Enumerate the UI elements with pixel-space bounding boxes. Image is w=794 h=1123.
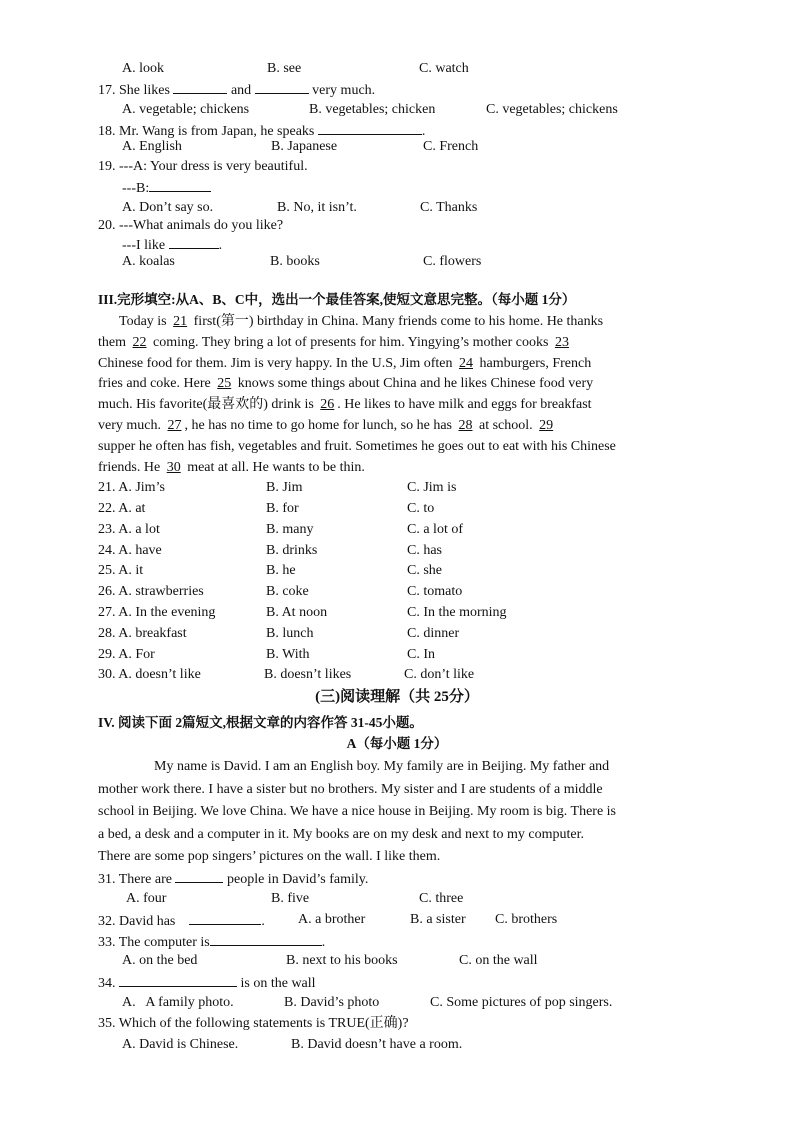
q16-option-b: B. see xyxy=(267,61,302,76)
passage-a-line-4: a bed, a desk and a computer in it. My books are on my desk and next to my computer. xyxy=(98,826,585,842)
q20-option-c: C. flowers xyxy=(423,254,482,269)
q21-option-b: B. Jim xyxy=(266,480,303,495)
passage-a xyxy=(98,756,726,869)
q19-stem: 19. ---A: Your dress is very beautiful. xyxy=(98,159,308,174)
q33-option-c: C. on the wall xyxy=(459,953,538,968)
q16-option-c: C. watch xyxy=(419,61,469,76)
q32-option-c: C. brothers xyxy=(495,912,558,927)
q23-option-b: B. many xyxy=(266,522,314,537)
cloze-blank-29[interactable]: 29 xyxy=(539,417,554,433)
cloze-line-4: fries and coke. Here 25 knows some things about China and he likes Chinese food very xyxy=(98,376,594,392)
cloze-passage xyxy=(98,312,734,478)
section-4-heading: IV. 阅读下面 2篇短文,根据文章的内容作答 31-45小题。 xyxy=(98,715,423,730)
q21-option-c: C. Jim is xyxy=(407,480,457,495)
cloze-blank-25[interactable]: 25 xyxy=(217,376,232,392)
cloze-blank-22[interactable]: 22 xyxy=(132,334,147,350)
q27-option-c: C. In the morning xyxy=(407,605,507,620)
q30-option-a: 30. A. doesn’t like xyxy=(98,667,201,682)
q33-blank[interactable] xyxy=(210,931,322,946)
q27-option-b: B. At noon xyxy=(266,605,328,620)
q31-option-b: B. five xyxy=(271,891,310,906)
q19-option-c: C. Thanks xyxy=(420,200,478,215)
cloze-line-6: very much. 27 , he has no time to go home for lunch, so he has 28 at school. 29 xyxy=(98,416,734,437)
cloze-blank-21[interactable]: 21 xyxy=(173,314,188,329)
q22-option-c: C. to xyxy=(407,501,435,516)
cloze-blank-30[interactable]: 30 xyxy=(166,459,181,475)
q17-blank-1[interactable] xyxy=(173,79,227,94)
cloze-line-1: Today is 21 first(第一) birthday in China. Many friends come to his home. He thanks xyxy=(119,314,604,329)
q26-option-c: C. tomato xyxy=(407,584,463,599)
q18-option-b: B. Japanese xyxy=(271,139,338,154)
q32-option-b: B. a sister xyxy=(410,912,466,927)
q34-option-b: B. David’s photo xyxy=(284,995,380,1010)
q32-blank[interactable] xyxy=(189,910,261,925)
q34-blank[interactable] xyxy=(119,972,237,987)
q25-option-b: B. he xyxy=(266,563,296,578)
q17-option-c: C. vegetables; chickens xyxy=(486,102,618,117)
q24-option-b: B. drinks xyxy=(266,543,318,558)
cloze-blank-28[interactable]: 28 xyxy=(458,417,473,433)
q18-blank[interactable] xyxy=(318,120,422,135)
q29-option-a: 29. A. For xyxy=(98,647,155,662)
passage-a-line-2: mother work there. I have a sister but no brothers. My sister and I are students of a middle xyxy=(98,781,603,797)
q19-option-a: A. Don’t say so. xyxy=(122,200,214,215)
section-3-heading: III.完形填空:从A、B、C中，选出一个最佳答案,使短文意思完整。（每小题 1分） xyxy=(98,292,576,307)
q35-option-a: A. David is Chinese. xyxy=(122,1037,239,1052)
cloze-blank-24[interactable]: 24 xyxy=(458,355,473,371)
q34-option-a: A. A family photo. xyxy=(122,995,234,1010)
q18-stem: 18. Mr. Wang is from Japan, he speaks . xyxy=(98,120,425,142)
cloze-line-8: friends. He 30 meat at all. He wants to be thin. xyxy=(98,459,365,475)
q24-option-c: C. has xyxy=(407,543,442,558)
q27-option-a: 27. A. In the evening xyxy=(98,605,216,620)
cloze-blank-23[interactable]: 23 xyxy=(554,334,569,350)
q22-option-b: B. for xyxy=(266,501,299,516)
q22-option-a: 22. A. at xyxy=(98,501,146,516)
q19-blank[interactable] xyxy=(149,177,211,192)
cloze-line-5: much. His favorite(最喜欢的) drink is 26 . He likes to have milk and eggs for breakfast xyxy=(98,397,592,413)
q25-option-a: 25. A. it xyxy=(98,563,144,578)
q32-option-a: A. a brother xyxy=(298,912,366,927)
q30-option-b: B. doesn’t likes xyxy=(264,667,352,682)
q23-option-c: C. a lot of xyxy=(407,522,463,537)
q19-reply: ---B: xyxy=(122,177,211,199)
cloze-blank-27[interactable]: 27 xyxy=(167,417,182,433)
q35-stem: 35. Which of the following statements is TRUE(正确)? xyxy=(98,1016,409,1031)
q20-option-b: B. books xyxy=(270,254,320,269)
q18-option-a: A. English xyxy=(122,139,182,154)
q19-option-b: B. No, it isn’t. xyxy=(277,200,357,215)
q34-option-c: C. Some pictures of pop singers. xyxy=(430,995,613,1010)
q26-option-b: B. coke xyxy=(266,584,309,599)
q35-option-b: B. David doesn’t have a room. xyxy=(291,1037,463,1052)
q25-option-c: C. she xyxy=(407,563,442,578)
q29-option-b: B. With xyxy=(266,647,310,662)
q32-stem: 32. David has . xyxy=(98,910,265,932)
q28-option-b: B. lunch xyxy=(266,626,314,641)
q17-blank-2[interactable] xyxy=(255,79,309,94)
q28-option-a: 28. A. breakfast xyxy=(98,626,187,641)
part-3-heading: (三)阅读理解（共 25分） xyxy=(315,689,479,705)
q33-stem: 33. The computer is . xyxy=(98,931,325,953)
passage-a-line-3: school in Beijing. We love China. We have a nice house in Beijing. My room is big. There is xyxy=(98,804,616,819)
q33-option-b: B. next to his books xyxy=(286,953,398,968)
q20-reply: ---I like . xyxy=(122,234,222,256)
q23-option-a: 23. A. a lot xyxy=(98,522,160,537)
q31-option-c: C. three xyxy=(419,891,464,906)
q31-option-a: A. four xyxy=(126,891,167,906)
cloze-line-7: supper he often has fish, vegetables and fruit. Sometimes he goes out to eat with his Chinese xyxy=(98,438,616,454)
cloze-line-3: Chinese food for them. Jim is very happy. In the U.S, Jim often 24 hamburgers, French xyxy=(98,355,592,371)
q34-stem: 34. is on the wall xyxy=(98,972,316,994)
q16-option-a: A. look xyxy=(122,61,164,76)
q28-option-c: C. dinner xyxy=(407,626,460,641)
q30-option-c: C. don’t like xyxy=(404,667,475,682)
passage-a-title: A（每小题 1分） xyxy=(346,736,448,751)
cloze-line-2: them 22 coming. They bring a lot of presents for him. Yingying’s mother cooks 23 xyxy=(98,333,734,354)
q17-option-b: B. vegetables; chicken xyxy=(309,102,436,117)
cloze-blank-26[interactable]: 26 xyxy=(320,397,335,413)
q20-blank[interactable] xyxy=(169,234,219,249)
q26-option-a: 26. A. strawberries xyxy=(98,584,204,599)
q18-option-c: C. French xyxy=(423,139,479,154)
q20-stem: 20. ---What animals do you like? xyxy=(98,218,284,233)
q17-option-a: A. vegetable; chickens xyxy=(122,102,250,117)
q29-option-c: C. In xyxy=(407,647,435,662)
q17-stem: 17. She likes and very much. xyxy=(98,79,375,101)
q24-option-a: 24. A. have xyxy=(98,543,162,558)
q31-blank[interactable] xyxy=(175,868,223,883)
q21-option-a: 21. A. Jim’s xyxy=(98,480,165,495)
passage-a-line-5: There are some pop singers’ pictures on the wall. I like them. xyxy=(98,849,441,864)
q33-option-a: A. on the bed xyxy=(122,953,198,968)
passage-a-line-1: My name is David. I am an English boy. My family are in Beijing. My father and xyxy=(154,759,610,774)
q31-stem: 31. There are people in David’s family. xyxy=(98,868,368,890)
q20-option-a: A. koalas xyxy=(122,254,175,269)
